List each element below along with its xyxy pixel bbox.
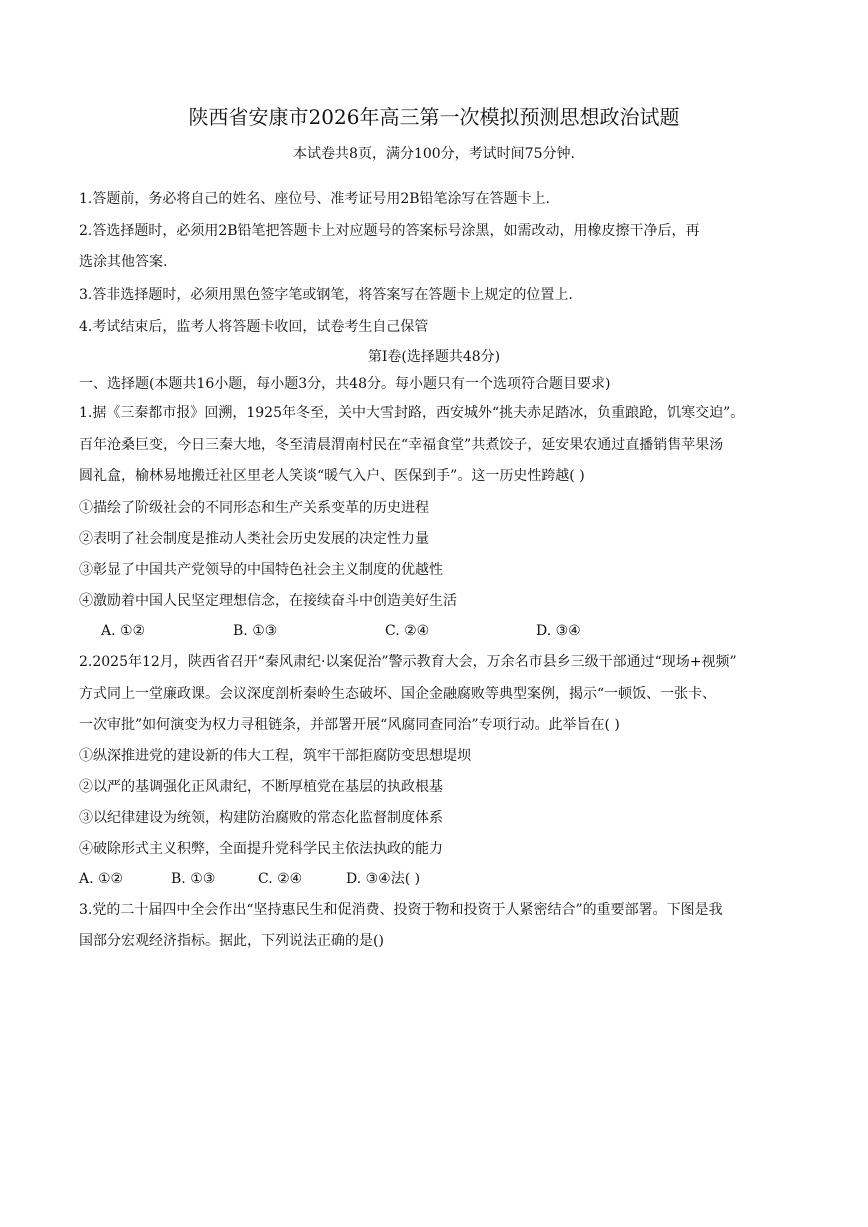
q2-stem-line-3: 一次审批”如何演变为权力寻租链条，并部署开展“风腐同查同治”专项行动。此举旨在( ) xyxy=(79,717,620,733)
q2-statement-3: ③以纪律建设为统领，构建防治腐败的常态化监督制度体系 xyxy=(79,810,443,826)
section-heading: 一、选择题(本题共16小题，每小题3分，共48分。每小题只有一个选项符合题目要求) xyxy=(79,376,611,392)
q2-stem-line-2: 方式同上一堂廉政课。会议深度剖析秦岭生态破坏、国企金融腐败等典型案例，揭示“一顿饭、一张卡、 xyxy=(79,686,717,702)
instruction-4: 4.考试结束后，监考人将答题卡收回，试卷考生自己保管 xyxy=(79,319,429,335)
q2-statement-2: ②以严的基调强化正风肃纪，不断厚植党在基层的执政根基 xyxy=(79,779,443,795)
q1-stem-line-3: 圆礼盒，榆林易地搬迁社区里老人笑谈“暖气入户、医保到手”。这一历史性跨越( ) xyxy=(79,468,585,484)
q2-option-c: C. ②④ xyxy=(258,871,303,887)
q3-stem-line-1: 3.党的二十届四中全会作出“坚持惠民生和促消费、投资于物和投资于人紧密结合”的重要部署。下图是我 xyxy=(79,902,723,918)
q1-option-d: D. ③④ xyxy=(536,623,581,639)
instruction-2-continued: 选涂其他答案. xyxy=(79,254,168,270)
section-title: 第Ⅰ卷(选择题共48分) xyxy=(367,349,501,365)
q2-option-b: B. ①③ xyxy=(171,871,216,887)
exam-subtitle: 本试卷共8页，满分100分，考试时间75分钟. xyxy=(293,146,575,162)
instruction-1: 1.答题前，务必将自己的姓名、座位号、准考证号用2B铅笔涂写在答题卡上. xyxy=(79,191,551,207)
q1-option-c: C. ②④ xyxy=(385,623,430,639)
q2-stem-line-1: 2.2025年12月，陕西省召开“秦风肃纪·以案促治”警示教育大会，万余名市县乡三级干部通过“现场+视频” xyxy=(79,654,737,670)
q1-statement-3: ③彰显了中国共产党领导的中国特色社会主义制度的优越性 xyxy=(79,562,443,578)
q1-stem-line-2: 百年沧桑巨变，今日三秦大地，冬至清晨渭南村民在“幸福食堂”共煮饺子，延安果农通过直播销售苹果汤 xyxy=(79,437,724,453)
q1-statement-2: ②表明了社会制度是推动人类社会历史发展的决定性力量 xyxy=(79,531,429,547)
q1-statement-1: ①描绘了阶级社会的不同形态和生产关系变革的历史进程 xyxy=(79,500,429,516)
q1-option-a: A. ①② xyxy=(101,623,146,639)
q2-statement-1: ①纵深推进党的建设新的伟大工程，筑牢干部拒腐防变思想堤坝 xyxy=(79,748,471,764)
exam-title: 陕西省安康市2026年高三第一次模拟预测思想政治试题 xyxy=(188,105,680,129)
instruction-2: 2.答选择题时，必须用2B铅笔把答题卡上对应题号的答案标号涂黑，如需改动，用橡皮擦干净后，再 xyxy=(79,223,700,239)
q2-statement-4: ④破除形式主义积弊，全面提升党科学民主依法执政的能力 xyxy=(79,841,443,857)
q2-option-d: D. ③④法( ) xyxy=(346,871,421,887)
q1-stem-line-1: 1.据《三秦都市报》回溯，1925年冬至，关中大雪封路，西安城外“挑夫赤足踏冰，负重踉跄，饥寒交迫”。 xyxy=(79,405,745,421)
q3-stem-line-2: 国部分宏观经济指标。据此，下列说法正确的是() xyxy=(79,933,384,949)
q1-statement-4: ④激励着中国人民坚定理想信念，在接续奋斗中创造美好生活 xyxy=(79,593,457,609)
q1-option-b: B. ①③ xyxy=(233,623,278,639)
q2-option-a: A. ①② xyxy=(79,871,124,887)
instruction-3: 3.答非选择题时，必须用黑色签字笔或钢笔，将答案写在答题卡上规定的位置上. xyxy=(79,287,573,303)
